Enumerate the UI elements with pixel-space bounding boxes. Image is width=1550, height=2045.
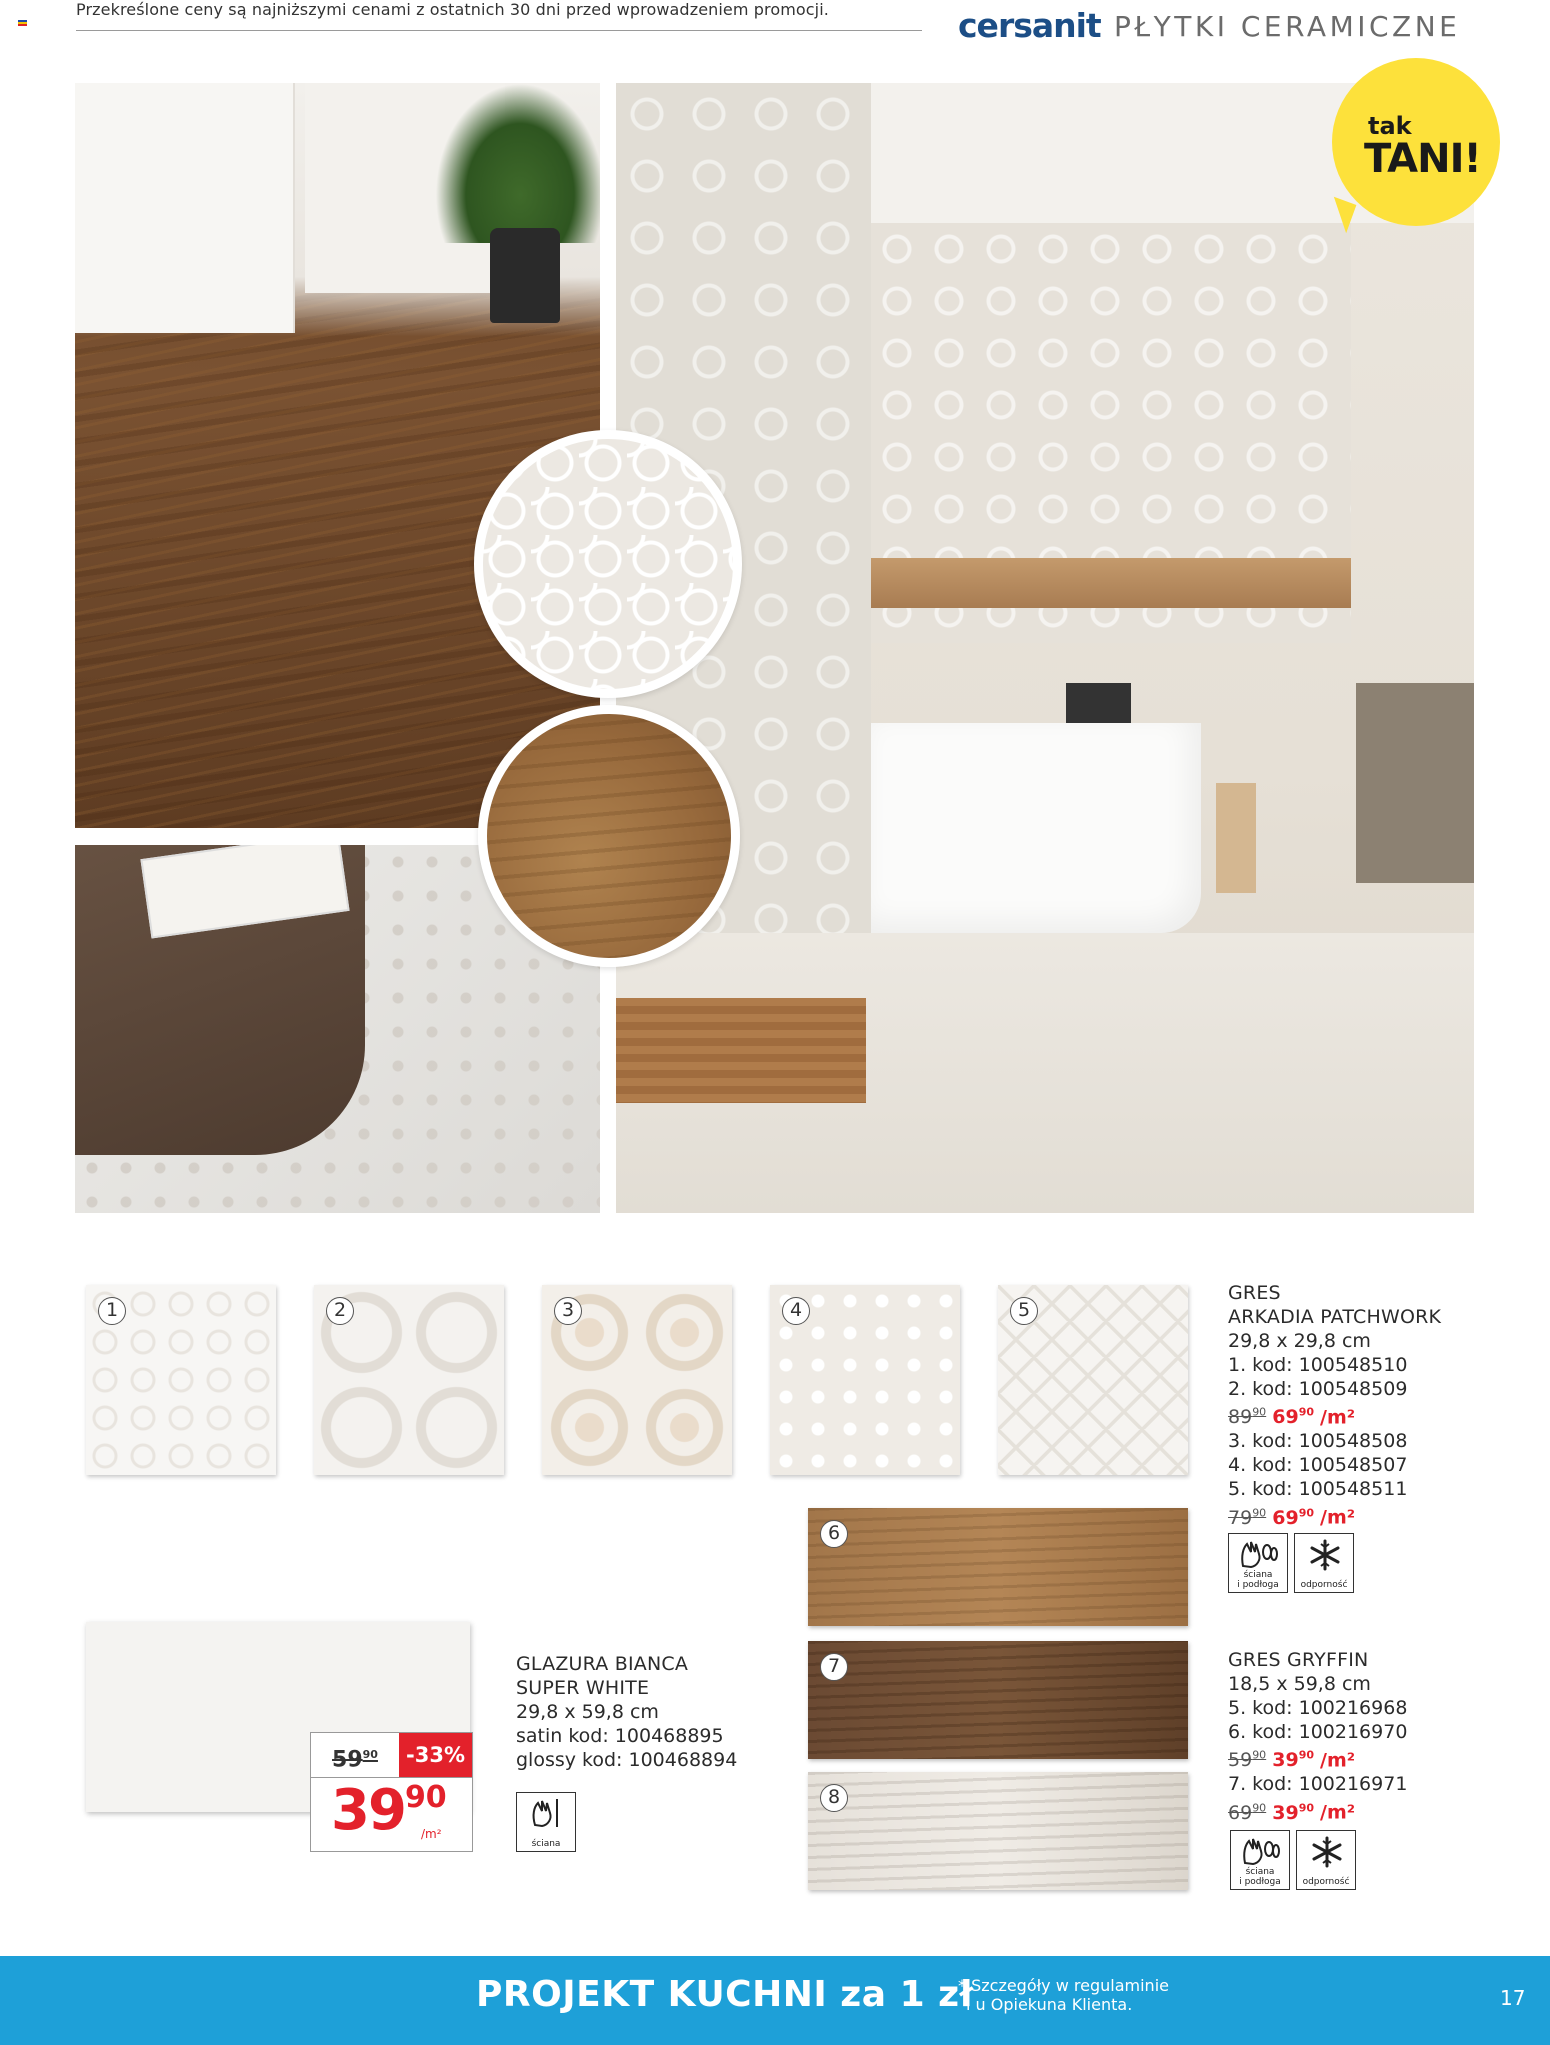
arkadia-price-b [1228, 1501, 1441, 1529]
plank-swatch [808, 1772, 1188, 1890]
flag-icon [18, 20, 27, 26]
arkadia-code: 5. kod: 100548511 [1228, 1478, 1408, 1501]
discount-badge: -33% [399, 1733, 472, 1777]
header-divider [76, 30, 922, 31]
old-price: $79^{90}$ [1228, 1506, 1267, 1529]
plant [435, 83, 600, 243]
bianca-glossy-code: glossy kod: 100468894 [516, 1749, 738, 1771]
icon-label: odporność [1300, 1580, 1348, 1590]
icon-label: ściana [1243, 1570, 1273, 1580]
pattern-swatch-circle [474, 430, 742, 698]
tile-swatch [998, 1285, 1188, 1475]
price-unit: /m² [1320, 1801, 1356, 1824]
bianca-price-box [310, 1732, 473, 1852]
new-price: $39^{90}$ [331, 1778, 447, 1843]
bianca-title-line2: SUPER WHITE [516, 1677, 650, 1699]
tile-swatch [314, 1285, 504, 1475]
bathtub [871, 723, 1201, 933]
plank-swatch [808, 1508, 1188, 1626]
gryffin-code: 6. kod: 100216970 [1228, 1721, 1408, 1743]
bathroom-photo [616, 83, 1474, 1213]
plank-swatch [808, 1641, 1188, 1759]
badge-text-tak: tak [1368, 112, 1412, 140]
price-unit: /m² [1320, 1506, 1356, 1529]
old-price: $69^{90}$ [1228, 1801, 1267, 1824]
old-price: $89^{90}$ [1228, 1406, 1267, 1429]
towel [1066, 683, 1131, 723]
new-price: $39^{90}$ [1272, 1749, 1314, 1772]
arkadia-title-line1: GRES [1228, 1282, 1281, 1304]
tile-number: 3 [554, 1297, 582, 1325]
price-unit: /m² [421, 1827, 442, 1841]
old-price: $59^{90}$ [1228, 1749, 1267, 1772]
icon-label: i podłoga [1237, 1580, 1279, 1590]
bianca-satin-code: satin kod: 100468895 [516, 1725, 724, 1747]
plank-number: 6 [820, 1520, 848, 1548]
badge-text-tani: TANI! [1364, 136, 1481, 182]
footer-note [958, 1976, 1169, 2014]
icon-label: i podłoga [1239, 1877, 1281, 1887]
bianca-info [516, 1652, 737, 1772]
arkadia-code: 4. kod: 100548507 [1228, 1454, 1408, 1477]
vanity [1356, 683, 1474, 883]
tile-number: 1 [98, 1297, 126, 1325]
arkadia-code: 3. kod: 100548508 [1228, 1430, 1408, 1453]
plant-pot [490, 228, 560, 323]
arkadia-code: 2. kod: 100548509 [1228, 1378, 1408, 1400]
gryffin-size: 18,5 x 59,8 cm [1228, 1673, 1371, 1695]
icon-label: ściana [1245, 1867, 1275, 1877]
category-title: PŁYTKI CERAMICZNE [1114, 10, 1461, 43]
tile-number: 2 [326, 1297, 354, 1325]
gryffin-title: GRES GRYFFIN [1228, 1649, 1369, 1671]
arkadia-size: 29,8 x 29,8 cm [1228, 1330, 1371, 1352]
tile-swatch [86, 1285, 276, 1475]
gryffin-info [1228, 1648, 1407, 1825]
gryffin-code: 7. kod: 100216971 [1228, 1773, 1408, 1796]
tile-swatch [770, 1285, 960, 1475]
arkadia-title-line2: ARKADIA PATCHWORK [1228, 1306, 1442, 1328]
footer-note-line: * Szczegóły w regulaminie [958, 1976, 1169, 1995]
stool [1216, 783, 1256, 893]
price-unit: /m² [1320, 1406, 1356, 1429]
page-number: 17 [1500, 1986, 1526, 2010]
wood-swatch-circle [478, 705, 740, 967]
new-price: $69^{90}$ [1272, 1506, 1314, 1529]
old-price: $59^{90}$ [332, 1747, 378, 1773]
bianca-title-line1: GLAZURA BIANCA [516, 1653, 689, 1675]
frost-resistance-icon [1294, 1533, 1354, 1593]
plank-number: 7 [820, 1653, 848, 1681]
footer-banner[interactable] [0, 1956, 1550, 2045]
cabinet [75, 83, 295, 333]
wood-shelf [871, 558, 1351, 608]
frost-resistance-icon [1296, 1830, 1356, 1890]
icon-label: ściana [531, 1839, 561, 1849]
footer-promo-title: PROJEKT KUCHNI za 1 zł [476, 1974, 974, 2015]
gryffin-code: 5. kod: 100216968 [1228, 1697, 1408, 1719]
price-unit: /m² [1320, 1749, 1356, 1772]
tile-swatch [542, 1285, 732, 1475]
arkadia-code: 1. kod: 100548510 [1228, 1354, 1408, 1376]
wall-floor-icon [1230, 1830, 1290, 1890]
icon-label: odporność [1302, 1877, 1350, 1887]
wall-floor-icon [1228, 1533, 1288, 1593]
gryffin-price-b [1228, 1796, 1407, 1824]
arkadia-price-a [1228, 1401, 1441, 1429]
new-price: $39^{90}$ [1272, 1801, 1314, 1824]
arkadia-info [1228, 1281, 1441, 1530]
wood-strip [616, 998, 866, 1103]
tile-number: 4 [782, 1297, 810, 1325]
price-notice: Przekreślone ceny są najniższymi cenami z ostatnich 30 dni przed wprowadzeniem promocji. [76, 0, 829, 19]
tile-number: 5 [1010, 1297, 1038, 1325]
footer-note-line: i u Opiekuna Klienta. [966, 1995, 1133, 2014]
wall-icon [516, 1792, 576, 1852]
brand-logo: cersanit [958, 6, 1101, 45]
wood-floor-photo [75, 83, 600, 828]
gryffin-price-a [1228, 1744, 1407, 1772]
bianca-size: 29,8 x 59,8 cm [516, 1701, 659, 1723]
new-price: $69^{90}$ [1272, 1406, 1314, 1429]
plank-number: 8 [820, 1784, 848, 1812]
